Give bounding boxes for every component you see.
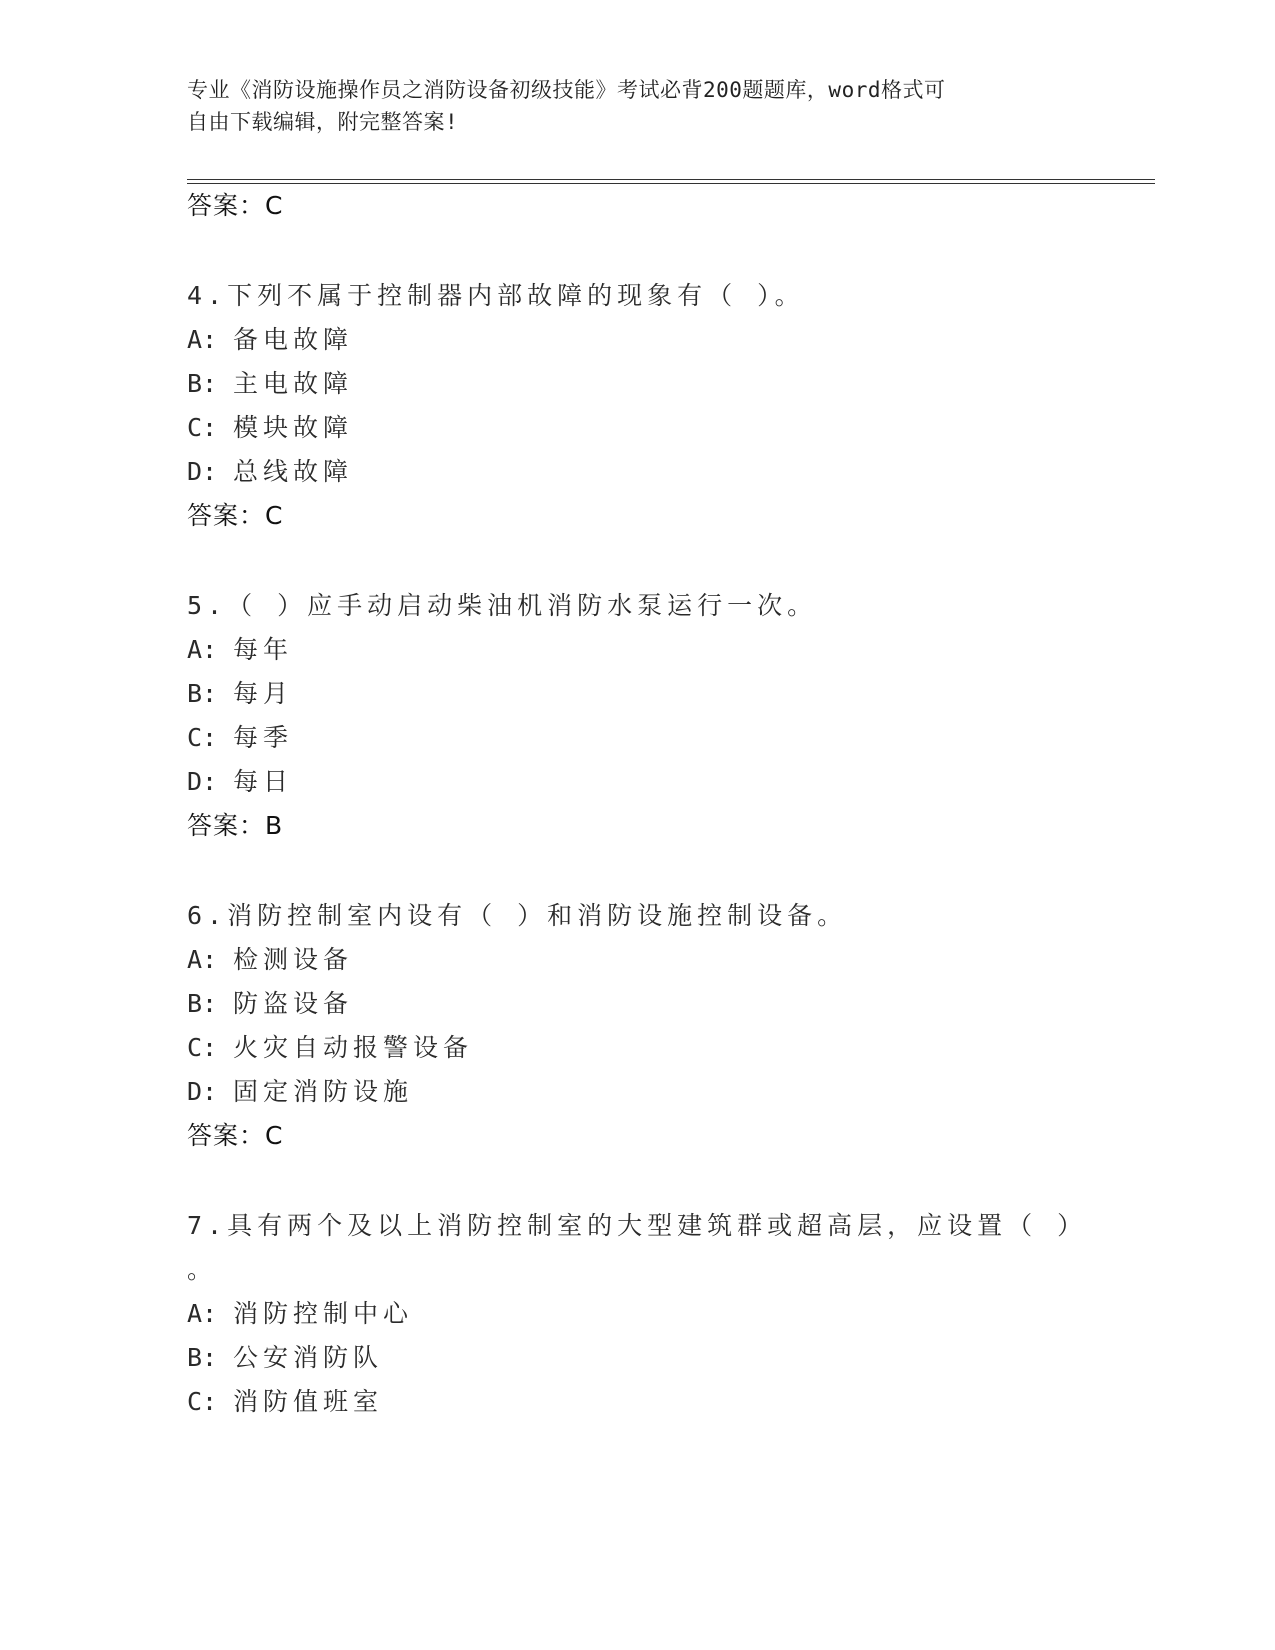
option-text: 公安消防队 xyxy=(233,1343,384,1372)
option-letter: C: xyxy=(187,1387,218,1416)
option-line xyxy=(187,1342,383,1374)
answer-line: 答案：C xyxy=(187,1121,284,1150)
option-letter: D: xyxy=(187,457,218,486)
option-text: 总线故障 xyxy=(233,457,354,486)
option-letter: B: xyxy=(187,679,218,708)
document-header xyxy=(187,74,1067,138)
header-divider-top xyxy=(187,179,1155,180)
option-letter: B: xyxy=(187,369,218,398)
answer-line: 答案：C xyxy=(187,501,284,530)
option-text: 检测设备 xyxy=(233,945,354,974)
option-letter: D: xyxy=(187,1077,218,1106)
option-line xyxy=(187,722,293,754)
option-text: 消防值班室 xyxy=(233,1387,384,1416)
option-letter: A: xyxy=(187,325,218,354)
option-line xyxy=(187,1032,473,1064)
option-line xyxy=(187,634,293,666)
question-stem: 7.具有两个及以上消防控制室的大型建筑群或超高层，应设置（ ） xyxy=(187,1211,1088,1240)
option-text: 主电故障 xyxy=(233,369,354,398)
option-line xyxy=(187,456,353,488)
option-line xyxy=(187,1386,383,1418)
option-line xyxy=(187,324,353,356)
option-text: 防盗设备 xyxy=(233,989,354,1018)
option-text: 备电故障 xyxy=(233,325,354,354)
question-stem-continuation: 。 xyxy=(187,1255,218,1284)
option-line xyxy=(187,678,293,710)
option-letter: A: xyxy=(187,945,218,974)
option-line xyxy=(187,944,353,976)
option-text: 每季 xyxy=(233,723,294,752)
option-letter: C: xyxy=(187,723,218,752)
header-divider-bottom xyxy=(187,183,1155,184)
answer-line: 答案：B xyxy=(187,811,284,840)
option-text: 消防控制中心 xyxy=(233,1299,414,1328)
option-letter: C: xyxy=(187,413,218,442)
option-letter: A: xyxy=(187,635,218,664)
option-text: 每年 xyxy=(233,635,294,664)
header-line-2: 自由下载编辑，附完整答案! xyxy=(187,110,459,134)
question-stem: 6.消防控制室内设有（ ）和消防设施控制设备。 xyxy=(187,901,848,930)
option-text: 模块故障 xyxy=(233,413,354,442)
option-letter: B: xyxy=(187,989,218,1018)
option-text: 固定消防设施 xyxy=(233,1077,414,1106)
option-line xyxy=(187,1298,413,1330)
option-text: 每日 xyxy=(233,767,294,796)
option-letter: D: xyxy=(187,767,218,796)
option-line xyxy=(187,1076,413,1108)
option-text: 火灾自动报警设备 xyxy=(233,1033,474,1062)
header-line-1: 专业《消防设施操作员之消防设备初级技能》考试必背200题题库，word格式可 xyxy=(187,78,946,102)
option-letter: A: xyxy=(187,1299,218,1328)
option-letter: B: xyxy=(187,1343,218,1372)
question-stem: 5.（ ）应手动启动柴油机消防水泵运行一次。 xyxy=(187,591,818,620)
option-line xyxy=(187,412,353,444)
option-line xyxy=(187,766,293,798)
answer-line: 答案：C xyxy=(187,191,284,220)
option-letter: C: xyxy=(187,1033,218,1062)
question-stem: 4.下列不属于控制器内部故障的现象有（ ）。 xyxy=(187,281,805,310)
option-line xyxy=(187,988,353,1020)
option-line xyxy=(187,368,353,400)
option-text: 每月 xyxy=(233,679,294,708)
